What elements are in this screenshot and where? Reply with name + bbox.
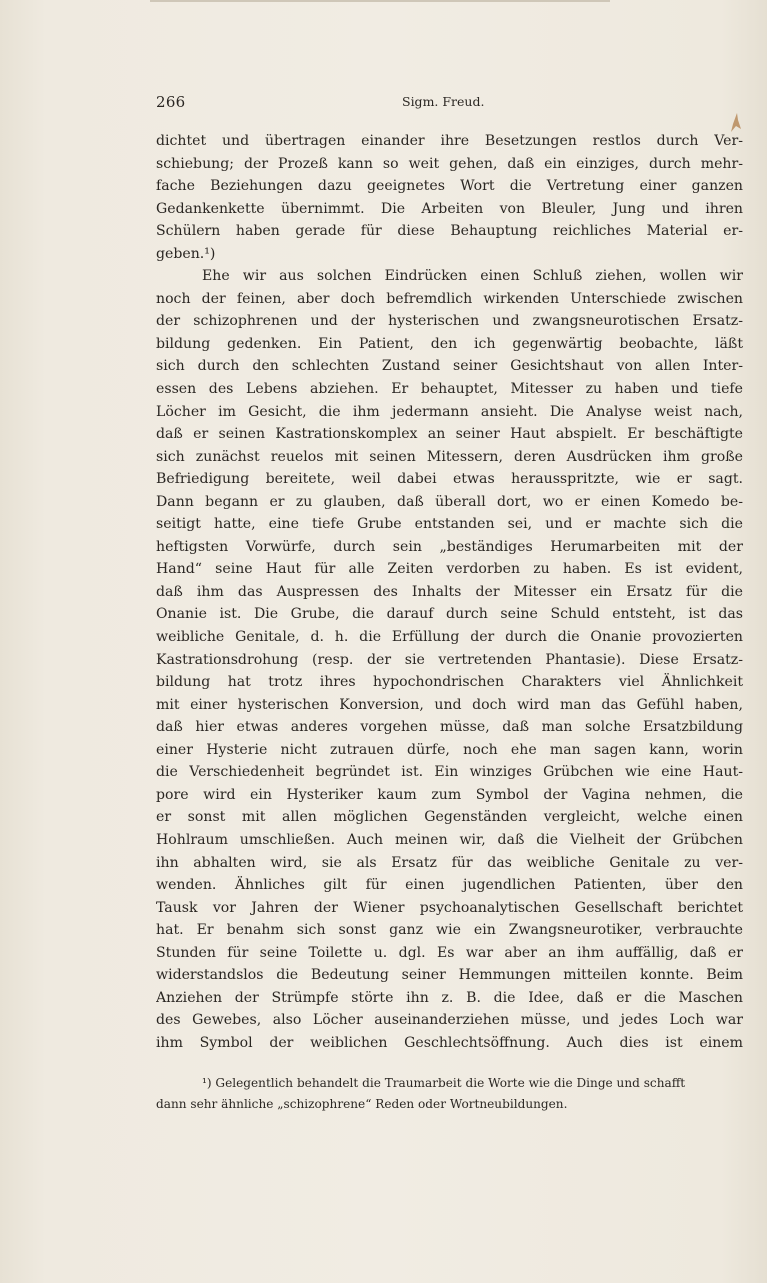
running-header	[156, 93, 596, 113]
body-line: des Gewebes, also Löcher auseinanderziehen müsse, und jedes Loch war	[156, 1012, 743, 1029]
body-line: der schizophrenen und der hysterischen und zwangsneurotischen Ersatz-	[156, 313, 743, 330]
body-line: fache Beziehungen dazu geeignetes Wort die Vertretung einer ganzen	[156, 178, 743, 195]
page-top-edge	[150, 0, 610, 2]
body-line: Befriedigung bereitete, weil dabei etwas herausspritzte, wie er sagt.	[156, 471, 743, 488]
body-line: geben.¹)	[156, 245, 216, 262]
body-line: essen des Lebens abziehen. Er behauptet, Mitesser zu haben und tiefe	[156, 381, 743, 398]
body-line: bildung gedenken. Ein Patient, den ich gegenwärtig beobachte, läßt	[156, 335, 743, 352]
body-line: wenden. Ähnliches gilt für einen jugendlichen Patienten, über den	[156, 877, 743, 894]
body-line: Anziehen der Strümpfe störte ihn z. B. die Idee, daß er die Maschen	[156, 989, 743, 1006]
body-line: schiebung; der Prozeß kann so weit gehen, daß ein einziges, durch mehr-	[156, 155, 743, 172]
body-line: die Verschiedenheit begründet ist. Ein winziges Grübchen wie eine Haut-	[156, 764, 743, 781]
body-line: hat. Er benahm sich sonst ganz wie ein Zwangsneurotiker, verbrauchte	[156, 922, 743, 939]
body-line: bildung hat trotz ihres hypochondrischen Charakters viel Ähnlichkeit	[156, 674, 743, 691]
body-line: Schülern haben gerade für diese Behauptung reichliches Material er-	[156, 223, 743, 240]
body-line: Hand“ seine Haut für alle Zeiten verdorben zu haben. Es ist evident,	[156, 561, 743, 578]
body-line: daß ihm das Auspressen des Inhalts der Mitesser ein Ersatz für die	[156, 583, 743, 600]
body-line: weibliche Genitale, d. h. die Erfüllung der durch die Onanie provozierten	[156, 629, 743, 646]
body-line: Tausk vor Jahren der Wiener psychoanalytischen Gesellschaft berichtet	[156, 899, 743, 916]
page-number: 266	[156, 93, 186, 111]
body-line: seitigt hatte, eine tiefe Grube entstanden sei, und er machte sich die	[156, 516, 743, 533]
body-line: mit einer hysterischen Konversion, und doch wird man das Gefühl haben,	[156, 696, 743, 713]
body-line: Löcher im Gesicht, die ihm jedermann ansieht. Die Analyse weist nach,	[156, 403, 743, 420]
footnote-line: dann sehr ähnliche „schizophrene“ Reden oder Wortneubildungen.	[156, 1097, 568, 1111]
body-line: ihm Symbol der weiblichen Geschlechtsöffnung. Auch dies ist einem	[156, 1034, 743, 1051]
body-line: ihn abhalten wird, sie als Ersatz für das weibliche Genitale zu ver-	[156, 854, 743, 871]
body-line: pore wird ein Hysteriker kaum zum Symbol der Vagina nehmen, die	[156, 786, 743, 803]
footnote-line: ¹) Gelegentlich behandelt die Traumarbeit die Worte wie die Dinge und schafft	[202, 1076, 686, 1090]
body-line: noch der feinen, aber doch befremdlich wirkenden Unterschiede zwischen	[156, 290, 743, 307]
body-text	[156, 130, 743, 1054]
body-line: einer Hysterie nicht zutrauen dürfe, noch ehe man sagen kann, worin	[156, 741, 743, 758]
footnote	[156, 1073, 743, 1115]
body-line: Hohlraum umschließen. Auch meinen wir, daß die Vielheit der Grübchen	[156, 831, 743, 848]
body-line: widerstandslos die Bedeutung seiner Hemmungen mitteilen konnte. Beim	[156, 967, 743, 984]
body-line: dichtet und übertragen einander ihre Besetzungen restlos durch Ver-	[156, 133, 743, 149]
body-line: Kastrationsdrohung (resp. der sie vertretenden Phantasie). Diese Ersatz-	[156, 651, 743, 668]
body-line: sich zunächst reuelos mit seinen Mitessern, deren Ausdrücken ihm große	[156, 448, 743, 465]
body-line: sich durch den schlechten Zustand seiner Gesichtshaut von allen Inter-	[156, 358, 743, 375]
body-line: Ehe wir aus solchen Eindrücken einen Schluß ziehen, wollen wir	[202, 268, 743, 285]
header-author: Sigm. Freud.	[402, 94, 485, 109]
body-line: Stunden für seine Toilette u. dgl. Es war aber an ihm auffällig, daß er	[156, 944, 743, 961]
body-line: heftigsten Vorwürfe, durch sein „beständiges Herumarbeiten mit der	[156, 538, 743, 555]
body-line: er sonst mit allen möglichen Gegenständen vergleicht, welche einen	[156, 809, 743, 826]
body-line: Onanie ist. Die Grube, die darauf durch seine Schuld entsteht, ist das	[156, 606, 743, 623]
body-line: Gedankenkette übernimmt. Die Arbeiten von Bleuler, Jung und ihren	[156, 200, 743, 217]
body-line: daß hier etwas anderes vorgehen müsse, daß man solche Ersatzbildung	[156, 719, 743, 736]
body-line: Dann begann er zu glauben, daß überall dort, wo er einen Komedo be-	[156, 493, 743, 510]
body-line: daß er seinen Kastrationskomplex an seiner Haut abspielt. Er beschäftigte	[156, 426, 743, 443]
